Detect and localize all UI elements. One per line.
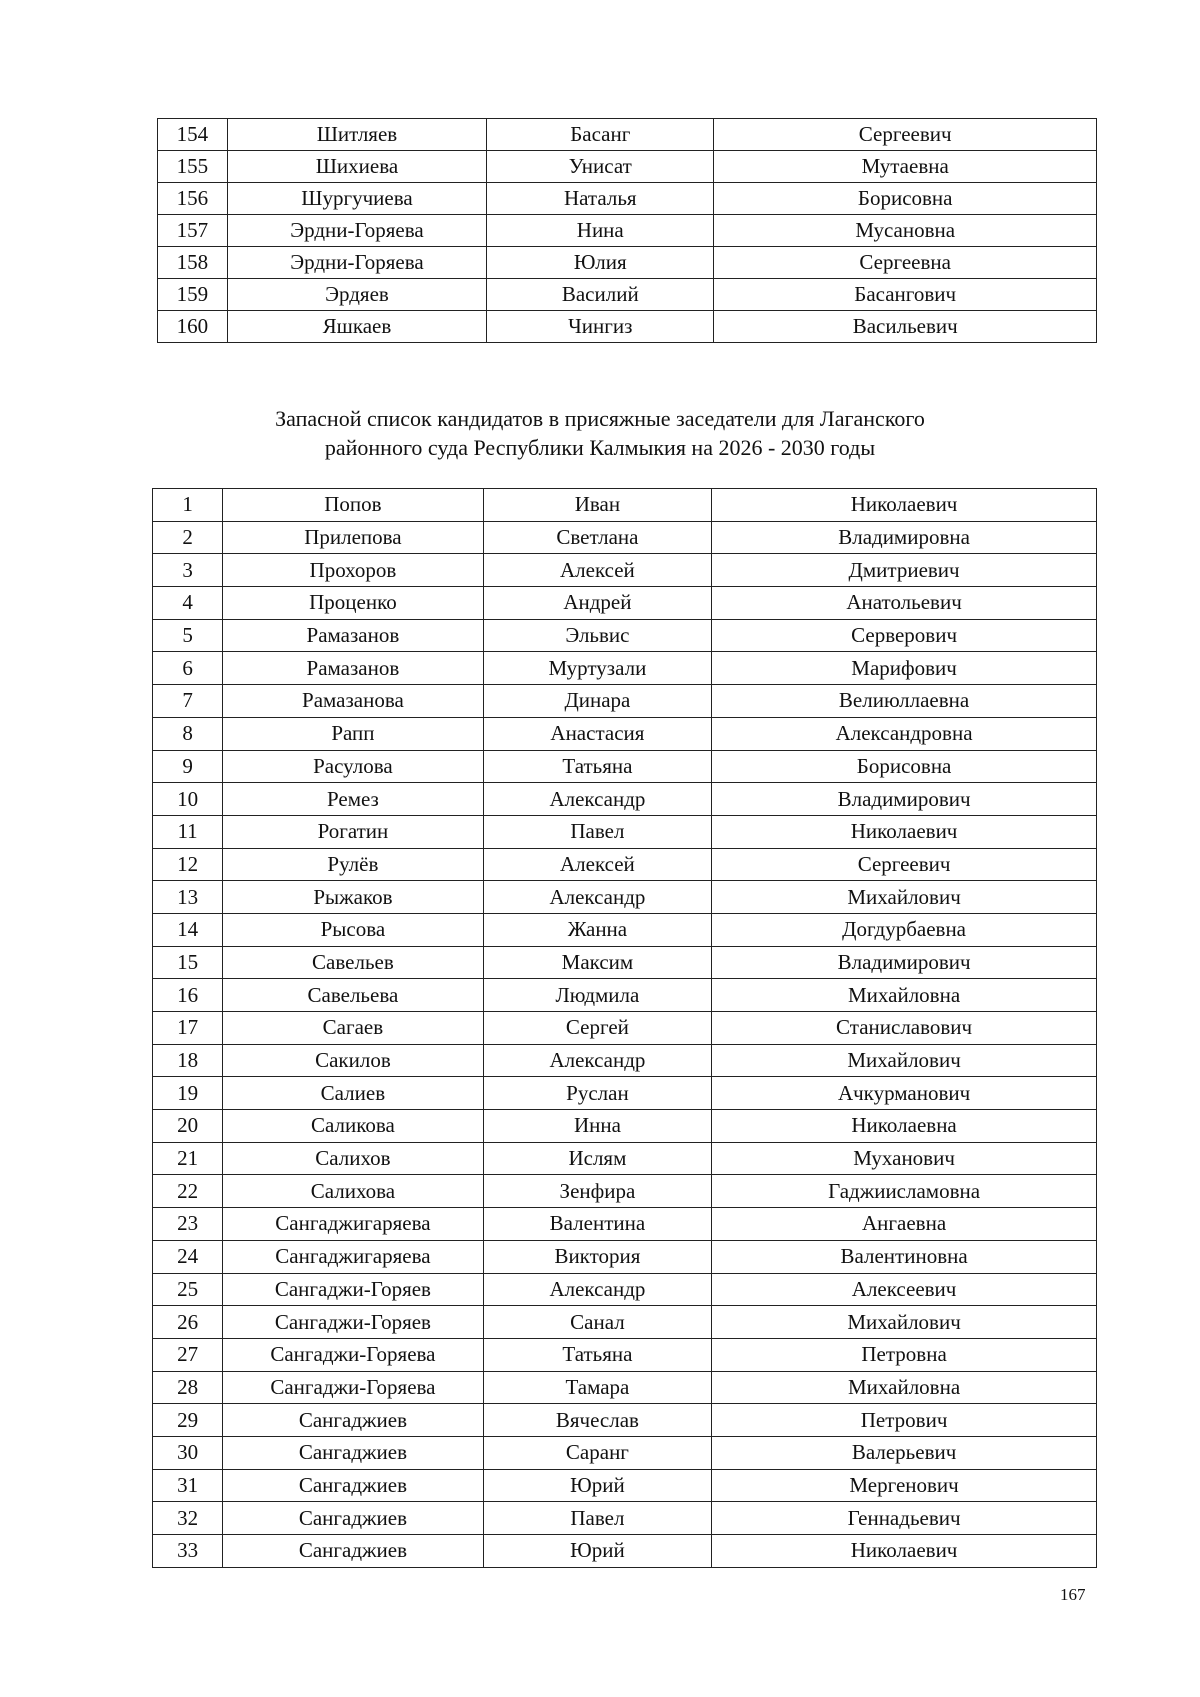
row-number-cell: 32 [153, 1502, 223, 1535]
row-number-cell: 156 [158, 183, 228, 215]
first-name-cell: Жанна [483, 913, 711, 946]
patronymic-cell: Велиюллаевна [712, 685, 1097, 718]
table-row [153, 685, 1097, 718]
patronymic-cell: Петрович [712, 1404, 1097, 1437]
surname-cell: Саликова [223, 1110, 484, 1143]
first-name-cell: Андрей [483, 587, 711, 620]
surname-cell: Савельев [223, 946, 484, 979]
row-number-cell: 17 [153, 1012, 223, 1045]
table-row [153, 652, 1097, 685]
patronymic-cell: Петровна [712, 1338, 1097, 1371]
surname-cell: Салиев [223, 1077, 484, 1110]
row-number-cell: 30 [153, 1436, 223, 1469]
patronymic-cell: Васильевич [714, 311, 1097, 343]
table-row [153, 1469, 1097, 1502]
first-name-cell: Алексей [483, 848, 711, 881]
surname-cell: Рысова [223, 913, 484, 946]
surname-cell: Прилепова [223, 521, 484, 554]
patronymic-cell: Александровна [712, 717, 1097, 750]
row-number-cell: 14 [153, 913, 223, 946]
table-row [153, 1142, 1097, 1175]
patronymic-cell: Муханович [712, 1142, 1097, 1175]
table-row [153, 979, 1097, 1012]
row-number-cell: 8 [153, 717, 223, 750]
row-number-cell: 13 [153, 881, 223, 914]
row-number-cell: 3 [153, 554, 223, 587]
first-name-cell: Павел [483, 1502, 711, 1535]
surname-cell: Салихов [223, 1142, 484, 1175]
patronymic-cell: Николаевна [712, 1110, 1097, 1143]
surname-cell: Сакилов [223, 1044, 484, 1077]
first-name-cell: Басанг [487, 119, 714, 151]
table-row [153, 1338, 1097, 1371]
surname-cell: Салихова [223, 1175, 484, 1208]
patronymic-cell: Станиславович [712, 1012, 1097, 1045]
patronymic-cell: Ангаевна [712, 1208, 1097, 1241]
first-name-cell: Ислям [483, 1142, 711, 1175]
first-name-cell: Александр [483, 1044, 711, 1077]
first-name-cell: Муртузали [483, 652, 711, 685]
patronymic-cell: Михайлович [712, 881, 1097, 914]
patronymic-cell: Михайлович [712, 1306, 1097, 1339]
table-row [153, 1371, 1097, 1404]
patronymic-cell: Мусановна [714, 215, 1097, 247]
surname-cell: Сангаджи-Горяева [223, 1338, 484, 1371]
row-number-cell: 31 [153, 1469, 223, 1502]
patronymic-cell: Геннадьевич [712, 1502, 1097, 1535]
row-number-cell: 159 [158, 279, 228, 311]
patronymic-cell: Басангович [714, 279, 1097, 311]
patronymic-cell: Анатольевич [712, 587, 1097, 620]
surname-cell: Эрдни-Горяева [227, 215, 486, 247]
patronymic-cell: Гаджиисламовна [712, 1175, 1097, 1208]
surname-cell: Рогатин [223, 815, 484, 848]
table-row [153, 489, 1097, 522]
surname-cell: Прохоров [223, 554, 484, 587]
surname-cell: Эрдяев [227, 279, 486, 311]
table-row [158, 119, 1097, 151]
surname-cell: Рамазанов [223, 652, 484, 685]
first-name-cell: Унисат [487, 151, 714, 183]
table-row [153, 717, 1097, 750]
surname-cell: Шургучиева [227, 183, 486, 215]
patronymic-cell: Марифович [712, 652, 1097, 685]
table-row [153, 554, 1097, 587]
row-number-cell: 25 [153, 1273, 223, 1306]
first-name-cell: Александр [483, 881, 711, 914]
row-number-cell: 9 [153, 750, 223, 783]
reserve-list-heading-line-1: Запасной список кандидатов в присяжные заседатели для Лаганского [275, 406, 925, 431]
table-row [153, 587, 1097, 620]
patronymic-cell: Владимирович [712, 783, 1097, 816]
table-row [153, 1077, 1097, 1110]
surname-cell: Савельева [223, 979, 484, 1012]
table-row [153, 1502, 1097, 1535]
first-name-cell: Людмила [483, 979, 711, 1012]
reserve-list-heading [0, 404, 1200, 462]
row-number-cell: 26 [153, 1306, 223, 1339]
surname-cell: Сангаджигаряева [223, 1208, 484, 1241]
first-name-cell: Юлия [487, 247, 714, 279]
first-name-cell: Татьяна [483, 750, 711, 783]
table-row [153, 1436, 1097, 1469]
first-name-cell: Юрий [483, 1469, 711, 1502]
first-name-cell: Эльвис [483, 619, 711, 652]
table-row [153, 815, 1097, 848]
table-row [153, 521, 1097, 554]
first-name-cell: Вячеслав [483, 1404, 711, 1437]
row-number-cell: 2 [153, 521, 223, 554]
patronymic-cell: Сергеевич [714, 119, 1097, 151]
surname-cell: Расулова [223, 750, 484, 783]
reserve-candidates-table [152, 488, 1097, 1568]
row-number-cell: 16 [153, 979, 223, 1012]
patronymic-cell: Владимирович [712, 946, 1097, 979]
row-number-cell: 28 [153, 1371, 223, 1404]
patronymic-cell: Николаевич [712, 815, 1097, 848]
first-name-cell: Наталья [487, 183, 714, 215]
table-row [153, 881, 1097, 914]
row-number-cell: 155 [158, 151, 228, 183]
table-row [158, 215, 1097, 247]
patronymic-cell: Владимировна [712, 521, 1097, 554]
first-name-cell: Динара [483, 685, 711, 718]
row-number-cell: 18 [153, 1044, 223, 1077]
first-name-cell: Светлана [483, 521, 711, 554]
table-row [153, 946, 1097, 979]
table-row [153, 1208, 1097, 1241]
row-number-cell: 4 [153, 587, 223, 620]
row-number-cell: 21 [153, 1142, 223, 1175]
patronymic-cell: Валерьевич [712, 1436, 1097, 1469]
table-row [158, 151, 1097, 183]
surname-cell: Рамазанова [223, 685, 484, 718]
surname-cell: Сангаджи-Горяев [223, 1273, 484, 1306]
row-number-cell: 15 [153, 946, 223, 979]
surname-cell: Сангаджиев [223, 1502, 484, 1535]
page-number: 167 [1060, 1585, 1086, 1604]
surname-cell: Рулёв [223, 848, 484, 881]
surname-cell: Попов [223, 489, 484, 522]
first-name-cell: Виктория [483, 1240, 711, 1273]
row-number-cell: 23 [153, 1208, 223, 1241]
first-name-cell: Сергей [483, 1012, 711, 1045]
surname-cell: Ремез [223, 783, 484, 816]
first-name-cell: Зенфира [483, 1175, 711, 1208]
first-name-cell: Василий [487, 279, 714, 311]
first-name-cell: Саранг [483, 1436, 711, 1469]
row-number-cell: 5 [153, 619, 223, 652]
table-row [153, 1240, 1097, 1273]
first-name-cell: Максим [483, 946, 711, 979]
surname-cell: Сангаджиев [223, 1436, 484, 1469]
first-name-cell: Александр [483, 783, 711, 816]
table-row [158, 279, 1097, 311]
candidates-table-continued [157, 118, 1097, 343]
row-number-cell: 27 [153, 1338, 223, 1371]
table-row [153, 1535, 1097, 1568]
patronymic-cell: Серверович [712, 619, 1097, 652]
patronymic-cell: Борисовна [714, 183, 1097, 215]
patronymic-cell: Ачкурманович [712, 1077, 1097, 1110]
surname-cell: Сангаджи-Горяев [223, 1306, 484, 1339]
reserve-list-heading-line-2: районного суда Республики Калмыкия на 2026 - 2030 годы [324, 435, 876, 460]
table-row [158, 311, 1097, 343]
patronymic-cell: Михайловна [712, 1371, 1097, 1404]
row-number-cell: 1 [153, 489, 223, 522]
surname-cell: Рыжаков [223, 881, 484, 914]
first-name-cell: Валентина [483, 1208, 711, 1241]
first-name-cell: Павел [483, 815, 711, 848]
first-name-cell: Чингиз [487, 311, 714, 343]
row-number-cell: 10 [153, 783, 223, 816]
patronymic-cell: Сергеевич [712, 848, 1097, 881]
surname-cell: Проценко [223, 587, 484, 620]
table-row [153, 1044, 1097, 1077]
table-row [158, 183, 1097, 215]
row-number-cell: 7 [153, 685, 223, 718]
table-row [153, 1110, 1097, 1143]
row-number-cell: 154 [158, 119, 228, 151]
surname-cell: Сагаев [223, 1012, 484, 1045]
patronymic-cell: Николаевич [712, 489, 1097, 522]
row-number-cell: 158 [158, 247, 228, 279]
first-name-cell: Инна [483, 1110, 711, 1143]
first-name-cell: Анастасия [483, 717, 711, 750]
table-row [153, 619, 1097, 652]
surname-cell: Шитляев [227, 119, 486, 151]
patronymic-cell: Дмитриевич [712, 554, 1097, 587]
first-name-cell: Нина [487, 215, 714, 247]
row-number-cell: 22 [153, 1175, 223, 1208]
surname-cell: Сангаджигаряева [223, 1240, 484, 1273]
table-row [158, 247, 1097, 279]
patronymic-cell: Догдурбаевна [712, 913, 1097, 946]
first-name-cell: Руслан [483, 1077, 711, 1110]
patronymic-cell: Сергеевна [714, 247, 1097, 279]
surname-cell: Рапп [223, 717, 484, 750]
row-number-cell: 29 [153, 1404, 223, 1437]
first-name-cell: Александр [483, 1273, 711, 1306]
row-number-cell: 33 [153, 1535, 223, 1568]
first-name-cell: Тамара [483, 1371, 711, 1404]
row-number-cell: 157 [158, 215, 228, 247]
table-row [153, 783, 1097, 816]
surname-cell: Сангаджиев [223, 1535, 484, 1568]
surname-cell: Рамазанов [223, 619, 484, 652]
table-row [153, 1404, 1097, 1437]
surname-cell: Эрдни-Горяева [227, 247, 486, 279]
table-row [153, 750, 1097, 783]
surname-cell: Шихиева [227, 151, 486, 183]
surname-cell: Яшкаев [227, 311, 486, 343]
surname-cell: Сангаджиев [223, 1469, 484, 1502]
surname-cell: Сангаджи-Горяева [223, 1371, 484, 1404]
surname-cell: Сангаджиев [223, 1404, 484, 1437]
table-row [153, 1306, 1097, 1339]
first-name-cell: Иван [483, 489, 711, 522]
table-row [153, 848, 1097, 881]
table-row [153, 1012, 1097, 1045]
patronymic-cell: Борисовна [712, 750, 1097, 783]
first-name-cell: Татьяна [483, 1338, 711, 1371]
patronymic-cell: Николаевич [712, 1535, 1097, 1568]
first-name-cell: Юрий [483, 1535, 711, 1568]
first-name-cell: Санал [483, 1306, 711, 1339]
patronymic-cell: Мергенович [712, 1469, 1097, 1502]
row-number-cell: 20 [153, 1110, 223, 1143]
row-number-cell: 160 [158, 311, 228, 343]
table-row [153, 1273, 1097, 1306]
patronymic-cell: Михайловна [712, 979, 1097, 1012]
row-number-cell: 11 [153, 815, 223, 848]
row-number-cell: 6 [153, 652, 223, 685]
row-number-cell: 24 [153, 1240, 223, 1273]
patronymic-cell: Алексеевич [712, 1273, 1097, 1306]
row-number-cell: 19 [153, 1077, 223, 1110]
patronymic-cell: Михайлович [712, 1044, 1097, 1077]
row-number-cell: 12 [153, 848, 223, 881]
patronymic-cell: Валентиновна [712, 1240, 1097, 1273]
table-row [153, 913, 1097, 946]
table-row [153, 1175, 1097, 1208]
first-name-cell: Алексей [483, 554, 711, 587]
patronymic-cell: Мутаевна [714, 151, 1097, 183]
